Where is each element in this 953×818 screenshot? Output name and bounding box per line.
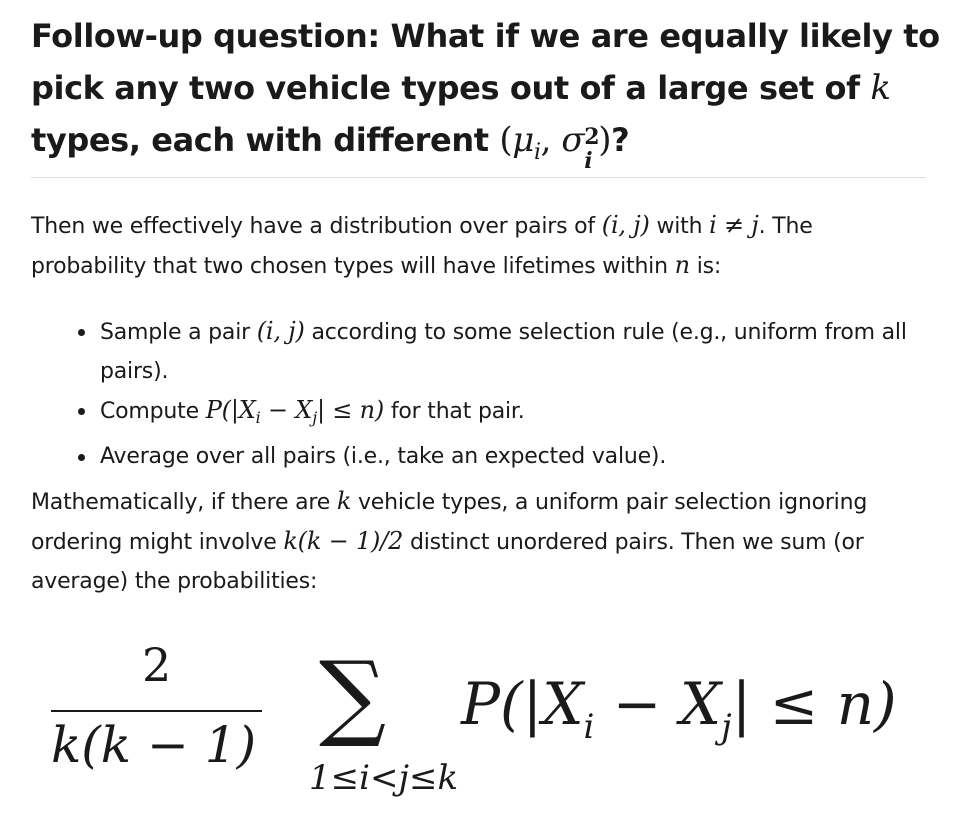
- p1-text-1: Then we effectively have a distribution over pairs of: [31, 214, 602, 239]
- heading-line-2-text: pick any two vehicle types out of a large set of: [31, 69, 871, 107]
- p1-text-5: is:: [689, 254, 722, 279]
- heading-math-sub-i: i: [533, 140, 541, 165]
- p2-math-k: k: [336, 487, 352, 515]
- list-item: [31, 312, 926, 391]
- p2-text-1: Mathematically, if there are: [31, 490, 337, 515]
- heading-math-comma: ,: [540, 120, 562, 160]
- formula-probability-expression: [461, 670, 897, 747]
- display-formula: [51, 630, 931, 810]
- heading-line-3: [31, 114, 926, 179]
- heading-math-mu: μ: [512, 120, 534, 160]
- item2-math-c: | ≤ n): [316, 396, 385, 424]
- heading-line-2: [31, 62, 926, 114]
- item2-math-sub-j: j: [312, 408, 317, 427]
- heading-math-open-paren: (: [499, 120, 513, 160]
- steps-list: [31, 312, 926, 476]
- p1-text-3: . The: [758, 214, 813, 239]
- item2-text-2: for that pair.: [384, 399, 525, 424]
- paragraph-mathematically: [31, 482, 926, 601]
- list-item: [31, 391, 926, 437]
- section-heading: [31, 0, 940, 179]
- p1-math-n: n: [674, 251, 690, 279]
- formula-expr-c: | ≤ n): [731, 670, 897, 738]
- heading-math-close-paren: ): [598, 120, 612, 160]
- item1-text-1: Sample a pair: [100, 320, 257, 345]
- heading-question-mark: ?: [611, 121, 630, 159]
- item1-math-pair: (i, j): [256, 317, 305, 345]
- p2-text-4: distinct unordered pairs. Then we sum (or: [403, 530, 864, 555]
- formula-expr-b: − X: [594, 670, 722, 738]
- p2-math-pairs-count: k(k − 1)/2: [283, 527, 404, 555]
- heading-divider: [31, 177, 926, 178]
- list-item: Average over all pairs (i.e., take an expected value).: [31, 437, 926, 476]
- heading-math-subsup: [584, 124, 600, 174]
- formula-expr-sub-i: i: [583, 707, 595, 747]
- paragraph-pairs: [31, 206, 926, 286]
- p2-text-5: average) the probabilities:: [31, 569, 318, 594]
- formula-expr-a: P(|X: [461, 670, 584, 738]
- p1-text-4: probability that two chosen types will have lifetimes within: [31, 254, 675, 279]
- heading-line-3-text: types, each with different: [31, 121, 500, 159]
- item2-math-b: − X: [260, 396, 313, 424]
- formula-fraction-bar: [51, 710, 262, 712]
- formula-sum-symbol: ∑: [319, 642, 387, 751]
- formula-denominator: k(k − 1): [51, 716, 257, 774]
- item2-math-a: P(|X: [205, 396, 256, 424]
- heading-math-sup-2: 2: [584, 124, 600, 150]
- p1-math-pair: (i, j): [601, 211, 650, 239]
- p1-text-2: with: [649, 214, 710, 239]
- item1-text-2: according to some selection rule (e.g., uniform from all pairs).: [100, 320, 907, 384]
- formula-sum-limits: 1≤i<j≤k: [309, 758, 459, 798]
- item2-text-1: Compute: [100, 399, 206, 424]
- formula-expr-sub-j: j: [721, 707, 732, 747]
- heading-math-k: k: [870, 68, 891, 108]
- heading-line-1: Follow-up question: What if we are equally likely to: [31, 17, 940, 55]
- p1-math-neq: i ≠ j: [709, 211, 759, 239]
- formula-numerator: 2: [142, 638, 172, 692]
- heading-math-sigma: σ: [561, 120, 585, 160]
- heading-math-sub-i2: i: [584, 148, 593, 174]
- document-page: [31, 0, 940, 798]
- item2-math-sub-i: i: [255, 408, 261, 427]
- p2-text-2: vehicle types, a uniform pair selection ignoring: [351, 490, 868, 515]
- p2-text-3: ordering might involve: [31, 530, 284, 555]
